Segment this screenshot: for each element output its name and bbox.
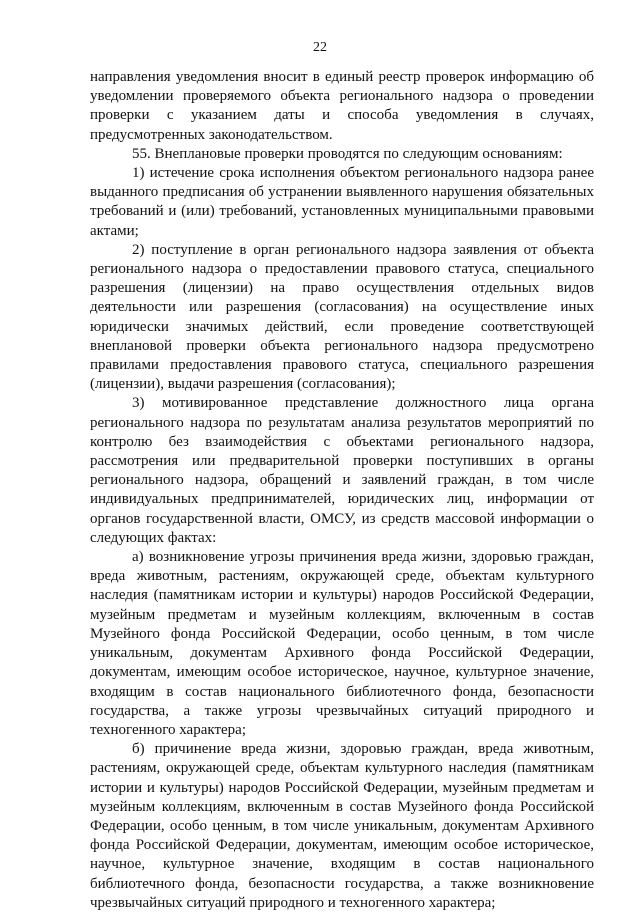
paragraph-subitem-b: б) причинение вреда жизни, здоровью граждан, вреда животным, растениям, окружающей среде, объектам культурного наследия (памятникам истории и культуры) народов Российской Федерации, музейным предметам и музейным коллекциям, включенным в состав Музейного фонда Российской Федерации, особо ценным, в том числе уникальным, документам Архивного фонда Российской Федерации, документам, имеющим особое историческое, научное, культурное значение, входящим в состав национального библиотечного фонда, безопасности государства, а также возникновение чрезвычайных ситуаций природного и техногенного характера; <box>90 741 594 911</box>
page-number: 22 <box>313 40 327 55</box>
paragraph-subitem-a: а) возникновение угрозы причинения вреда жизни, здоровью граждан, вреда животным, растениям, окружающей среде, объектам культурного наследия (памятникам истории и культуры) народов Российской Федерации, музейным предметам и музейным коллекциям, включенным в состав Музейного фонда Российской Федерации, особо ценным, в том числе уникальным, документам Архивного фонда Российской Федерации, документам, имеющим особое историческое, научное, культурное значение, входящим в состав национального библиотечного фонда, безопасности государства, а также угрозы чрезвычайных ситуаций природного и техногенного характера; <box>90 549 594 738</box>
paragraph-section-55: 55. Внеплановые проверки проводятся по следующим основаниям: <box>132 145 563 162</box>
paragraph-item-3: 3) мотивированное представление должностного лица органа регионального надзора по результатам анализа результатов мероприятий по контролю без взаимодействия с объектами регионального надзора, рассмотрения или предварительной проверки поступивших в органы регионального надзора, обращений и заявлений граждан, в том числе индивидуальных предпринимателей, юридических лиц, информации от органов государственной власти, ОМСУ, из средств массовой информации о следующих фактах: <box>90 395 594 546</box>
paragraph-item-1: 1) истечение срока исполнения объектом регионального надзора ранее выданного предписания об устранении выявленного нарушения обязательных требований и (или) требований, установленных муниципальными правовыми актами; <box>90 165 594 239</box>
paragraph-continuation: направления уведомления вносит в единый реестр проверок информацию об уведомлении проверяемого объекта регионального надзора о проведении проверки с указанием даты и способа уведомления в случаях, предусмотренных законодательством. <box>90 69 594 143</box>
document-body <box>90 68 594 913</box>
paragraph-item-2: 2) поступление в орган регионального надзора заявления от объекта регионального надзора о предоставлении правового статуса, специального разрешения (лицензии) на право осуществления отдельных видов деятельности или разрешения (согласования) на осуществление иных юридически значимых действий, если проведение соответствующей внеплановой проверки объекта регионального надзора предусмотрено правилами предоставления правового статуса, специального разрешения (лицензии), выдачи разрешения (согласования); <box>90 241 594 393</box>
